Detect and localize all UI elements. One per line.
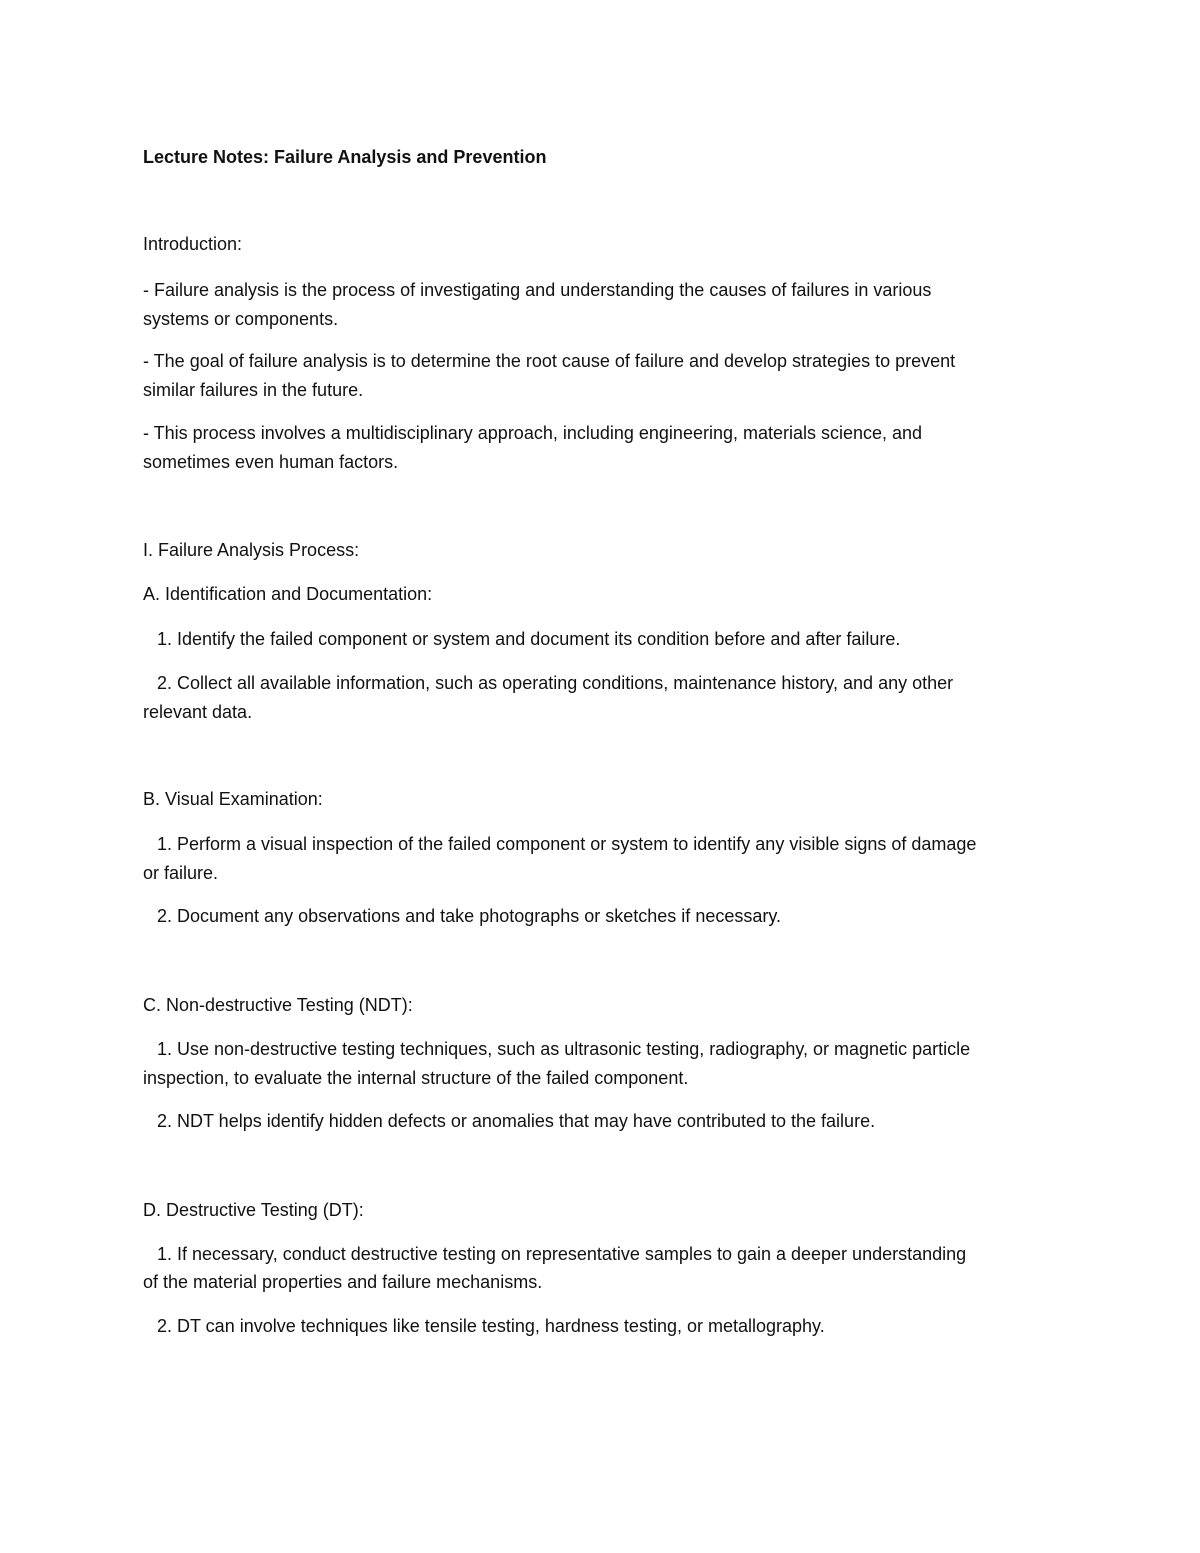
subsection-c-item-2: 2. NDT helps identify hidden defects or anomalies that may have contributed to the failure. [157,1111,876,1131]
subsection-a-item-1: 1. Identify the failed component or system and document its condition before and after failure. [157,629,901,649]
subsection-b-item-1-line-1: 1. Perform a visual inspection of the failed component or system to identify any visible signs of damage [157,834,977,854]
intro-point-1-line-1: - Failure analysis is the process of investigating and understanding the causes of failures in various [143,280,932,300]
intro-point-1-line-2: systems or components. [143,309,339,329]
subsection-c-item-1-line-1: 1. Use non-destructive testing techniques, such as ultrasonic testing, radiography, or magnetic particle [157,1039,971,1059]
subsection-a-item-2-line-1: 2. Collect all available information, such as operating conditions, maintenance history, and any other [157,673,954,693]
subsection-d-item-1-line-1: 1. If necessary, conduct destructive testing on representative samples to gain a deeper understanding [157,1244,967,1264]
intro-point-2-line-2: similar failures in the future. [143,380,364,400]
subsection-d-item-1-line-2: of the material properties and failure mechanisms. [143,1272,543,1292]
intro-point-3-line-2: sometimes even human factors. [143,452,399,472]
introduction-heading: Introduction: [143,234,243,254]
intro-point-2-line-1: - The goal of failure analysis is to determine the root cause of failure and develop strategies to prevent [143,351,956,371]
subsection-d-heading: D. Destructive Testing (DT): [143,1200,364,1220]
subsection-a-item-2-line-2: relevant data. [143,702,253,722]
subsection-b-heading: B. Visual Examination: [143,789,323,809]
subsection-b-item-2: 2. Document any observations and take photographs or sketches if necessary. [157,906,782,926]
subsection-c-item-1-line-2: inspection, to evaluate the internal structure of the failed component. [143,1068,689,1088]
subsection-d-item-2: 2. DT can involve techniques like tensile testing, hardness testing, or metallography. [157,1316,825,1336]
subsection-c-heading: C. Non-destructive Testing (NDT): [143,995,413,1015]
intro-point-3-line-1: - This process involves a multidisciplinary approach, including engineering, materials science, and [143,423,923,443]
document-title: Lecture Notes: Failure Analysis and Prevention [143,147,547,167]
subsection-b-item-1-line-2: or failure. [143,863,219,883]
subsection-a-heading: A. Identification and Documentation: [143,584,433,604]
section-1-heading: I. Failure Analysis Process: [143,540,360,560]
